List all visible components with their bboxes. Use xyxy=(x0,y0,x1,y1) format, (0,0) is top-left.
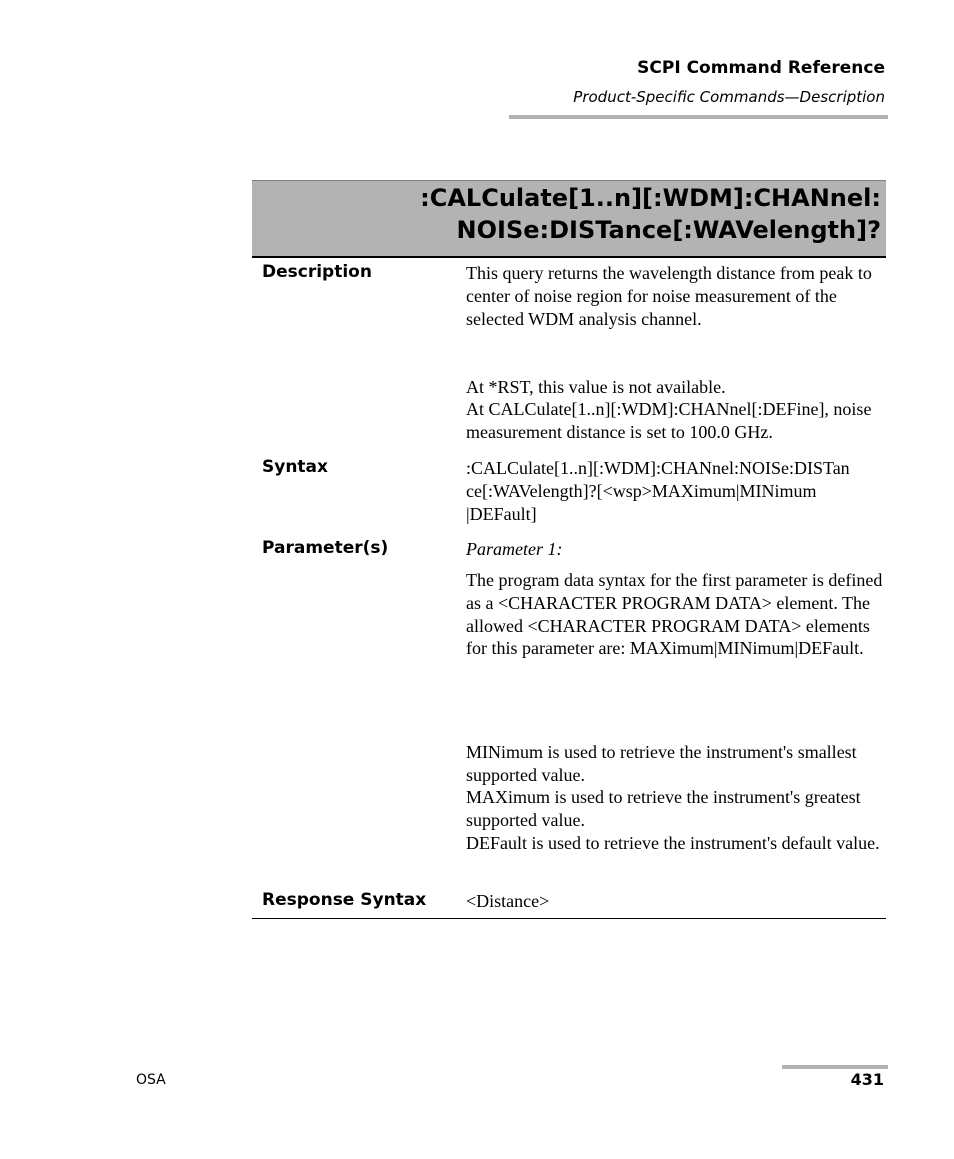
page-number: 431 xyxy=(850,1070,884,1089)
syntax-line-1: :CALCulate[1..n][:WDM]:CHANnel:NOISe:DISTan xyxy=(466,458,850,478)
footer-product: OSA xyxy=(136,1072,166,1088)
parameter-1-description: The program data syntax for the first parameter is defined as a <CHARACTER PROGRAM DATA> element. The allowed <CHARACTER PROGRAM DATA> elements for this parameter are: MAXimum|MINimum|DEFault. xyxy=(466,570,883,659)
running-header-title: SCPI Command Reference xyxy=(637,58,885,78)
command-title-box xyxy=(252,180,886,258)
running-header-subtitle: Product-Specific Commands—Description xyxy=(573,88,885,106)
parameter-1-heading: Parameter 1: xyxy=(466,539,563,559)
syntax-line-2: ce[:WAVelength]?[<wsp>MAXimum|MINimum xyxy=(466,481,817,501)
response-syntax-label: Response Syntax xyxy=(262,890,427,910)
syntax-label: Syntax xyxy=(262,457,328,477)
parameter-maximum-text: MAXimum is used to retrieve the instrument's greatest supported value. xyxy=(466,787,861,830)
parameter-default-text: DEFault is used to retrieve the instrument's default value. xyxy=(466,833,880,853)
command-title-line-1: :CALCulate[1..n][:WDM]:CHANnel: xyxy=(420,184,881,212)
description-text: This query returns the wavelength distance from peak to center of noise region for noise measurement of the selected WDM analysis channel. xyxy=(466,263,872,329)
description-define: At CALCulate[1..n][:WDM]:CHANnel[:DEFine], noise measurement distance is set to 100.0 GHz. xyxy=(466,399,872,442)
response-syntax-value: <Distance> xyxy=(466,891,550,911)
footer-rule xyxy=(782,1065,888,1069)
parameter-minimum-text: MINimum is used to retrieve the instrument's smallest supported value. xyxy=(466,742,857,785)
header-rule xyxy=(509,115,888,119)
description-rst: At *RST, this value is not available. xyxy=(466,377,726,397)
command-title-line-2: NOISe:DISTance[:WAVelength]? xyxy=(456,216,881,244)
parameters-label: Parameter(s) xyxy=(262,538,389,558)
table-bottom-rule xyxy=(252,918,886,919)
description-label: Description xyxy=(262,262,372,282)
syntax-line-3: |DEFault] xyxy=(466,504,537,524)
